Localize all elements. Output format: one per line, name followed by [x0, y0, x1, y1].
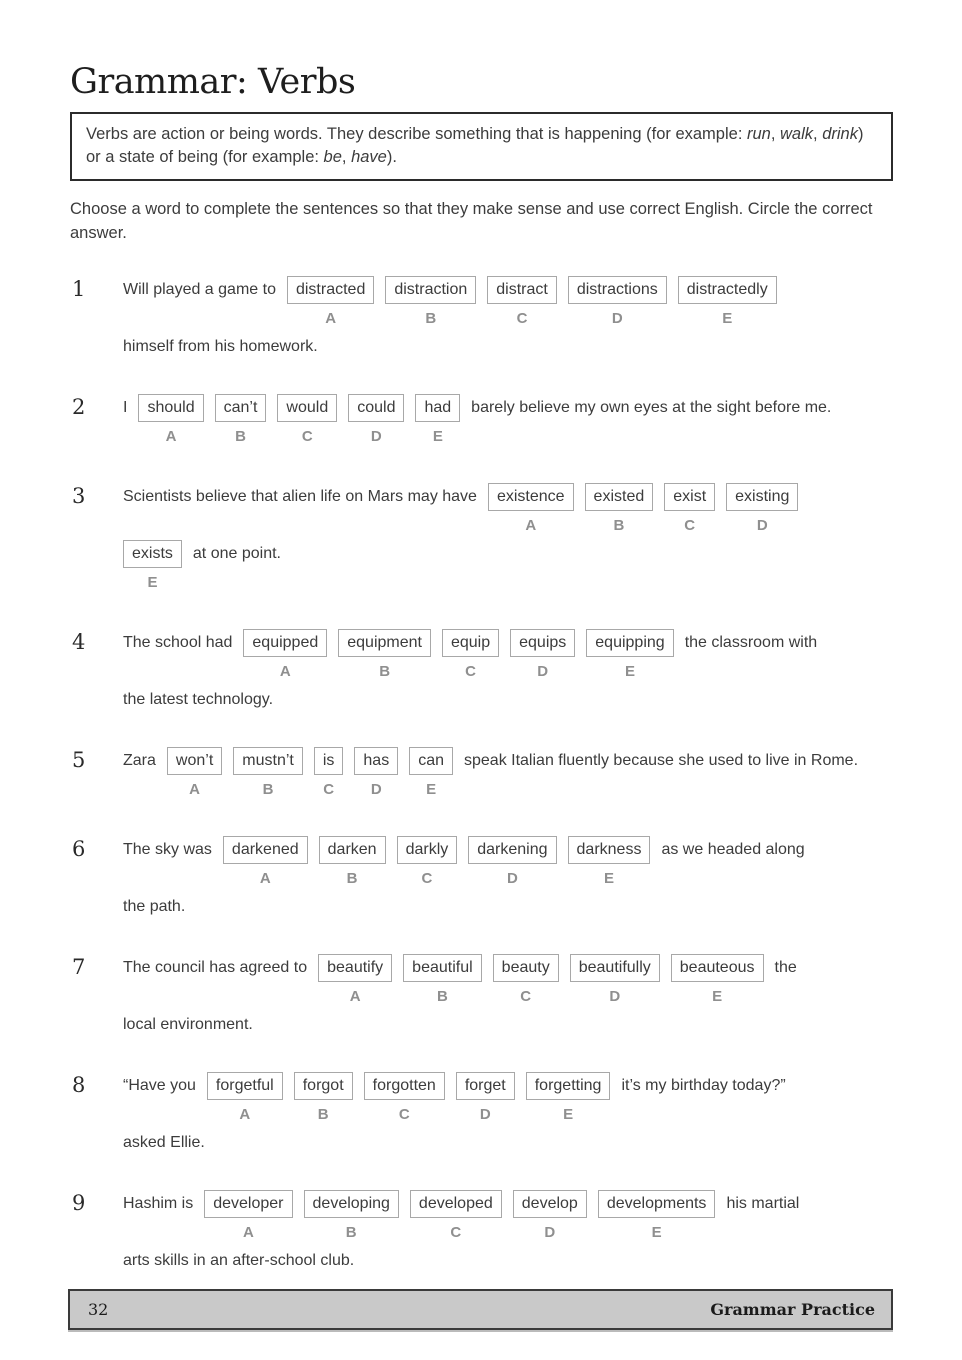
intro-text-segment: walk [780, 125, 814, 144]
answer-option [526, 1072, 611, 1124]
answer-option-letter: C [398, 1105, 410, 1123]
answer-option-letter: A [242, 1223, 254, 1241]
answer-option-word[interactable]: distractions [568, 276, 667, 304]
answer-option [415, 394, 460, 446]
sentence-text: I [123, 398, 128, 416]
intro-text-segment: ). [386, 148, 397, 167]
answer-option-word[interactable]: forgotten [364, 1072, 445, 1100]
answer-option [233, 747, 303, 799]
answer-option-word[interactable]: developing [304, 1190, 399, 1218]
answer-option-letter: E [426, 780, 437, 798]
answer-option-word[interactable]: is [314, 747, 344, 775]
question-row [70, 483, 893, 592]
answer-option [678, 276, 777, 328]
question-body [123, 747, 893, 799]
answer-option-letter: E [603, 869, 614, 887]
question-row [70, 1190, 893, 1271]
answer-option [348, 394, 404, 446]
answer-option [314, 747, 344, 799]
answer-option [488, 483, 574, 535]
intro-text-segment: run [746, 125, 771, 144]
question-line [123, 629, 893, 681]
question-number: 6 [72, 836, 86, 861]
question-number: 3 [72, 483, 86, 508]
answer-option-word[interactable]: equipped [243, 629, 327, 657]
answer-option [487, 276, 557, 328]
question-line [123, 893, 893, 917]
question-body [123, 483, 893, 592]
sentence-text: Will played a game to [123, 280, 276, 298]
answer-option [585, 483, 654, 535]
question-row [70, 394, 893, 446]
answer-option-letter: B [425, 309, 437, 327]
answer-option [364, 1072, 445, 1124]
question-row [70, 954, 893, 1035]
answer-option-word[interactable]: equipment [338, 629, 431, 657]
intro-text-segment: ) or a state of being (for example: [86, 125, 864, 167]
question-line [123, 333, 893, 357]
answer-option-letter: B [346, 869, 358, 887]
answer-option-word[interactable]: distractedly [678, 276, 777, 304]
answer-option-word[interactable]: beautify [318, 954, 392, 982]
question-body [123, 394, 893, 446]
answer-option-letter: E [712, 987, 723, 1005]
question-line [123, 1011, 893, 1035]
question-line [123, 686, 893, 710]
answer-option [319, 836, 386, 888]
answer-option [410, 1190, 502, 1242]
footer-page-number: 32 [88, 1300, 109, 1319]
answer-option-word[interactable]: mustn’t [233, 747, 303, 775]
answer-option-letter: B [613, 516, 625, 534]
answer-option-letter: D [609, 987, 621, 1005]
question-line [123, 540, 893, 592]
sentence-text: the [774, 958, 797, 976]
answer-option-letter: D [537, 662, 549, 680]
answer-option-letter: D [479, 1105, 491, 1123]
answer-option-letter: B [437, 987, 448, 1005]
answer-option-letter: B [235, 427, 246, 445]
sentence-text: speak Italian fluently because she used to live in Rome. [464, 751, 859, 769]
answer-option-letter: B [379, 662, 391, 680]
answer-option-letter: E [722, 309, 733, 327]
answer-option-word[interactable]: equips [510, 629, 575, 657]
sentence-text: it’s my birthday today?” [621, 1076, 786, 1094]
question-number: 8 [72, 1072, 86, 1097]
answer-option [167, 747, 222, 799]
answer-option-letter: D [370, 427, 382, 445]
answer-option-word[interactable]: distract [487, 276, 557, 304]
intro-text-segment: , [770, 125, 781, 144]
answer-option [207, 1072, 283, 1124]
question-row [70, 747, 893, 799]
answer-option-word[interactable]: beautiful [403, 954, 482, 982]
answer-option [726, 483, 798, 535]
answer-option-letter: E [432, 427, 443, 445]
answer-option [304, 1190, 399, 1242]
answer-option [403, 954, 482, 1006]
question-number: 2 [72, 394, 86, 419]
sentence-text: himself from his homework. [123, 337, 318, 355]
sentence-text: Scientists believe that alien life on Mars may have [123, 487, 477, 505]
answer-option-word[interactable]: darken [319, 836, 386, 864]
answer-option [338, 629, 431, 681]
answer-option-letter: A [349, 987, 361, 1005]
question-line [123, 1072, 893, 1124]
question-number: 1 [72, 276, 86, 301]
answer-option-word[interactable]: existed [585, 483, 654, 511]
questions-list [70, 276, 893, 1271]
answer-option [586, 629, 673, 681]
answer-option-word[interactable]: exist [664, 483, 715, 511]
answer-option-word[interactable]: won’t [167, 747, 222, 775]
answer-option-word[interactable]: developer [204, 1190, 292, 1218]
question-line [123, 954, 893, 1006]
answer-option [510, 629, 575, 681]
question-line [123, 1190, 893, 1242]
answer-option-word[interactable]: develop [513, 1190, 587, 1218]
answer-option-letter: D [756, 516, 768, 534]
question-line [123, 1247, 893, 1271]
answer-option [287, 276, 374, 328]
question-body [123, 276, 893, 357]
question-body [123, 836, 893, 917]
answer-option [223, 836, 308, 888]
sentence-text: barely believe my own eyes at the sight before me. [471, 398, 832, 416]
answer-option-word[interactable]: would [277, 394, 337, 422]
question-row [70, 629, 893, 710]
answer-option-letter: A [259, 869, 271, 887]
answer-option-word[interactable]: equipping [586, 629, 673, 657]
question-row [70, 276, 893, 357]
answer-option-word[interactable]: beauty [493, 954, 559, 982]
answer-option [243, 629, 327, 681]
answer-option-word[interactable]: beauteous [671, 954, 764, 982]
intro-text-segment: , [813, 125, 823, 144]
footer-section-label: Grammar Practice [710, 1300, 875, 1319]
instructions-text: Choose a word to complete the sentences so that they make sense and use correct English. Circle the correct answer. [70, 200, 873, 242]
answer-option [513, 1190, 587, 1242]
answer-option [456, 1072, 515, 1124]
answer-option [277, 394, 337, 446]
intro-text-segment: , [341, 148, 352, 167]
question-number: 7 [72, 954, 86, 979]
answer-option-letter: E [651, 1223, 662, 1241]
question-line [123, 747, 893, 799]
question-number: 5 [72, 747, 86, 772]
sentence-text: the classroom with [684, 633, 818, 651]
question-body [123, 1072, 893, 1153]
answer-option-letter: A [165, 427, 177, 445]
sentence-text: local environment. [123, 1015, 253, 1033]
answer-option [397, 836, 458, 888]
page-title: Grammar: Verbs [70, 62, 356, 102]
answer-option-word[interactable]: has [354, 747, 398, 775]
answer-option-letter: E [147, 573, 158, 591]
sentence-text: The sky was [123, 840, 212, 858]
answer-option-letter: C [684, 516, 696, 534]
sentence-text: Zara [123, 751, 156, 769]
answer-option [442, 629, 499, 681]
answer-option-letter: C [520, 987, 532, 1005]
sentence-text: The council has agreed to [123, 958, 308, 976]
answer-option [664, 483, 715, 535]
sentence-text: Hashim is [123, 1194, 194, 1212]
answer-option-letter: C [450, 1223, 462, 1241]
answer-option-letter: D [611, 309, 623, 327]
sentence-text: his martial [726, 1194, 800, 1212]
answer-option-word[interactable]: existing [726, 483, 798, 511]
intro-text-segment: drink [822, 125, 858, 144]
sentence-text: as we headed along [661, 840, 805, 858]
intro-text-segment: be [323, 148, 342, 167]
question-line [123, 483, 893, 535]
answer-option [568, 836, 651, 888]
answer-option [204, 1190, 292, 1242]
intro-text-segment: Verbs are action or being words. They describe something that is happening (for example: [86, 125, 747, 144]
question-number: 4 [72, 629, 86, 654]
answer-option-word[interactable]: could [348, 394, 404, 422]
answer-option-word[interactable]: equip [442, 629, 499, 657]
intro-text [86, 125, 863, 166]
answer-option-word[interactable]: darkness [568, 836, 651, 864]
sentence-text: “Have you [123, 1076, 196, 1094]
answer-option [354, 747, 398, 799]
answer-option-word[interactable]: beautifully [570, 954, 660, 982]
answer-option-word[interactable]: forget [456, 1072, 515, 1100]
answer-option-letter: C [301, 427, 313, 445]
intro-text-segment: have [351, 148, 387, 167]
answer-option-letter: D [544, 1223, 556, 1241]
answer-option-letter: A [325, 309, 337, 327]
answer-option-letter: B [345, 1223, 357, 1241]
answer-option-letter: B [317, 1105, 329, 1123]
answer-option [318, 954, 392, 1006]
answer-option [385, 276, 476, 328]
answer-option-letter: C [465, 662, 476, 680]
answer-option [138, 394, 203, 446]
question-line [123, 1129, 893, 1153]
answer-option-word[interactable]: darkened [223, 836, 308, 864]
question-number: 9 [72, 1190, 86, 1215]
answer-option-word[interactable]: can [409, 747, 453, 775]
question-body [123, 954, 893, 1035]
answer-option [568, 276, 667, 328]
answer-option-word[interactable]: developed [410, 1190, 502, 1218]
answer-option-letter: D [370, 780, 382, 798]
answer-option [409, 747, 453, 799]
answer-option-word[interactable]: darkening [468, 836, 556, 864]
answer-option-letter: A [239, 1105, 251, 1123]
footer-bar [68, 1289, 893, 1330]
answer-option-word[interactable]: distraction [385, 276, 476, 304]
answer-option-letter: A [279, 662, 291, 680]
question-row [70, 1072, 893, 1153]
answer-option [570, 954, 660, 1006]
answer-option-letter: C [323, 780, 335, 798]
answer-option [493, 954, 559, 1006]
answer-option-letter: E [563, 1105, 574, 1123]
answer-option-letter: A [525, 516, 537, 534]
sentence-text: The school had [123, 633, 233, 651]
answer-option [598, 1190, 716, 1242]
answer-option [123, 540, 182, 592]
question-row [70, 836, 893, 917]
answer-option [671, 954, 764, 1006]
answer-option-word[interactable]: forgetful [207, 1072, 283, 1100]
answer-option-letter: C [516, 309, 528, 327]
sentence-text: arts skills in an after-school club. [123, 1251, 355, 1269]
answer-option [215, 394, 267, 446]
answer-option-letter: A [189, 780, 200, 798]
answer-option-word[interactable]: distracted [287, 276, 374, 304]
answer-option-word[interactable]: developments [598, 1190, 716, 1218]
answer-option [468, 836, 556, 888]
sentence-text: the latest technology. [123, 690, 274, 708]
answer-option-word[interactable]: darkly [397, 836, 458, 864]
definition-box [70, 112, 893, 181]
answer-option-word[interactable]: exists [123, 540, 182, 568]
question-body [123, 629, 893, 710]
sentence-text: asked Ellie. [123, 1133, 205, 1151]
answer-option-word[interactable]: forgetting [526, 1072, 611, 1100]
answer-option-word[interactable]: had [415, 394, 460, 422]
answer-option-letter: D [506, 869, 518, 887]
answer-option-word[interactable]: forgot [294, 1072, 353, 1100]
answer-option-letter: C [421, 869, 433, 887]
question-body [123, 1190, 893, 1271]
sentence-text: the path. [123, 897, 186, 915]
answer-option-letter: E [624, 662, 635, 680]
answer-option [294, 1072, 353, 1124]
answer-option-letter: B [262, 780, 274, 798]
question-line [123, 276, 893, 328]
answer-option-word[interactable]: existence [488, 483, 574, 511]
answer-option-word[interactable]: should [138, 394, 203, 422]
question-line [123, 836, 893, 888]
sentence-text: at one point. [192, 544, 281, 562]
answer-option-word[interactable]: can’t [215, 394, 267, 422]
question-line [123, 394, 893, 446]
